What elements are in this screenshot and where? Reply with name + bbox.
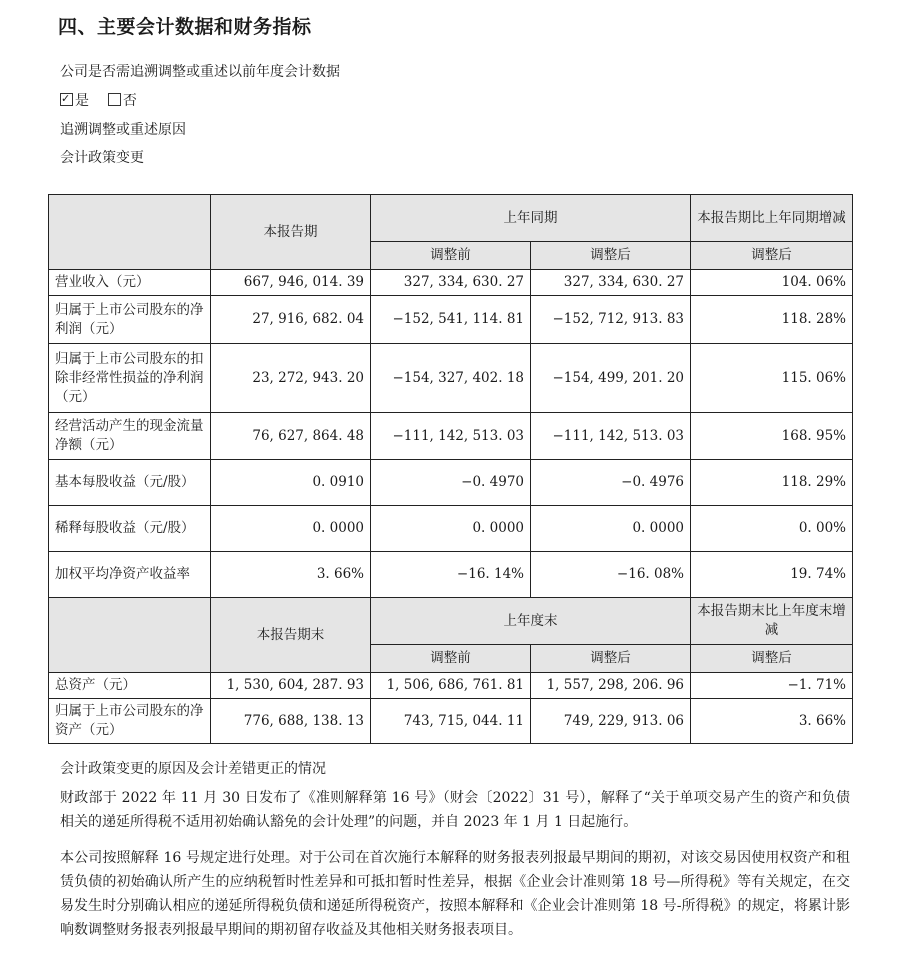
- after-adjust-value: 749, 229, 913. 06: [531, 699, 691, 744]
- current-value: 76, 627, 864. 48: [211, 413, 371, 460]
- header2-after-adjust: 调整后: [531, 645, 691, 673]
- after-adjust-value: 327, 334, 630. 27: [531, 270, 691, 296]
- row-label: 稀释每股收益（元/股）: [49, 506, 211, 552]
- after-adjust-value: −16. 08%: [531, 552, 691, 598]
- before-adjust-value: 0. 0000: [371, 506, 531, 552]
- after-adjust-value: −154, 499, 201. 20: [531, 344, 691, 413]
- unchecked-box-icon: [108, 93, 121, 106]
- policy-change-reason-heading: 会计政策变更的原因及会计差错更正的情况: [60, 761, 326, 777]
- row-label: 营业收入（元）: [49, 270, 211, 296]
- change-value: 19. 74%: [691, 552, 853, 598]
- table-row: [49, 552, 853, 598]
- table-row: [49, 270, 853, 296]
- header-change: 本报告期比上年同期增减: [691, 195, 853, 242]
- table-row: [49, 699, 853, 744]
- table-header-row-2: [49, 598, 853, 645]
- header-before-adjust: 调整前: [371, 242, 531, 270]
- header-prior-period: 上年同期: [371, 195, 691, 242]
- after-adjust-value: −152, 712, 913. 83: [531, 296, 691, 344]
- table-row: [49, 413, 853, 460]
- after-adjust-value: −111, 142, 513. 03: [531, 413, 691, 460]
- current-value: 0. 0910: [211, 460, 371, 506]
- before-adjust-value: 743, 715, 044. 11: [371, 699, 531, 744]
- after-adjust-value: 0. 0000: [531, 506, 691, 552]
- change-value: 168. 95%: [691, 413, 853, 460]
- policy-change-label: 会计政策变更: [60, 150, 144, 166]
- row-label: 加权平均净资产收益率: [49, 552, 211, 598]
- table-row: [49, 296, 853, 344]
- current-value: 1, 530, 604, 287. 93: [211, 673, 371, 699]
- row-label: 归属于上市公司股东的扣除非经常性损益的净利润（元）: [49, 344, 211, 413]
- change-value: 118. 29%: [691, 460, 853, 506]
- header2-change-after: 调整后: [691, 645, 853, 673]
- paragraph-interpretation: 财政部于 2022 年 11 月 30 日发布了《准则解释第 16 号》（财会〔2022〕31 号），解释了“关于单项交易产生的资产和负债相关的递延所得税不适用初始确认豁免的会计处理”的问题，并自 2023 年 1 月 1 日起施行。: [60, 790, 850, 830]
- current-value: 27, 916, 682. 04: [211, 296, 371, 344]
- table-row: [49, 673, 853, 699]
- row-label: 基本每股收益（元/股）: [49, 460, 211, 506]
- change-value: 104. 06%: [691, 270, 853, 296]
- row-label: 总资产（元）: [49, 673, 211, 699]
- header2-before-adjust: 调整前: [371, 645, 531, 673]
- before-adjust-value: −16. 14%: [371, 552, 531, 598]
- row-label: 经营活动产生的现金流量净额（元）: [49, 413, 211, 460]
- table-row: [49, 344, 853, 413]
- current-value: 3. 66%: [211, 552, 371, 598]
- before-adjust-value: −152, 541, 114. 81: [371, 296, 531, 344]
- after-adjust-value: −0. 4976: [531, 460, 691, 506]
- before-adjust-value: −154, 327, 402. 18: [371, 344, 531, 413]
- table-row: [49, 506, 853, 552]
- current-value: 776, 688, 138. 13: [211, 699, 371, 744]
- change-value: 115. 06%: [691, 344, 853, 413]
- current-value: 0. 0000: [211, 506, 371, 552]
- change-value: 3. 66%: [691, 699, 853, 744]
- header-change-after: 调整后: [691, 242, 853, 270]
- header2-blank: [49, 598, 211, 673]
- change-value: −1. 71%: [691, 673, 853, 699]
- checked-box-icon: [60, 93, 73, 106]
- table-header-row: [49, 195, 853, 242]
- section-heading: 四、主要会计数据和财务指标: [58, 16, 312, 38]
- row-label: 归属于上市公司股东的净资产（元）: [49, 699, 211, 744]
- before-adjust-value: −0. 4970: [371, 460, 531, 506]
- restate-question: 公司是否需追溯调整或重述以前年度会计数据: [60, 64, 340, 80]
- current-value: 667, 946, 014. 39: [211, 270, 371, 296]
- header2-current-period-end: 本报告期末: [211, 598, 371, 673]
- current-value: 23, 272, 943. 20: [211, 344, 371, 413]
- row-label: 归属于上市公司股东的净利润（元）: [49, 296, 211, 344]
- header-current-period: 本报告期: [211, 195, 371, 270]
- header2-prior-year-end: 上年度末: [371, 598, 691, 645]
- change-value: 118. 28%: [691, 296, 853, 344]
- financial-indicators-table: [48, 194, 853, 744]
- restate-options: [60, 92, 137, 110]
- paragraph-treatment: 本公司按照解释 16 号规定进行处理。对于公司在首次施行本解释的财务报表列报最早期间的期初，对该交易因使用权资产和租赁负债的初始确认所产生的应纳税暂时性差异和可抵扣暂时性差异，根据《企业会计准则第 18 号—所得税》等有关规定，在交易发生时分别确认相应的递延所得税负债和递延所得税资产，按照本解释和《企业会计准则第 18 号-所得税》的规定，将累计影响数调整财务报表列报最早期间的期初留存收益及其他相关财务报表项目。: [60, 850, 850, 938]
- table-row: [49, 460, 853, 506]
- before-adjust-value: 327, 334, 630. 27: [371, 270, 531, 296]
- yes-option-label: 是: [75, 93, 89, 109]
- header-blank: [49, 195, 211, 270]
- change-value: 0. 00%: [691, 506, 853, 552]
- after-adjust-value: 1, 557, 298, 206. 96: [531, 673, 691, 699]
- restate-reason-label: 追溯调整或重述原因: [60, 122, 186, 138]
- before-adjust-value: 1, 506, 686, 761. 81: [371, 673, 531, 699]
- no-option-label: 否: [122, 93, 137, 109]
- before-adjust-value: −111, 142, 513. 03: [371, 413, 531, 460]
- header-after-adjust: 调整后: [531, 242, 691, 270]
- header2-change: 本报告期末比上年度末增减: [691, 598, 853, 645]
